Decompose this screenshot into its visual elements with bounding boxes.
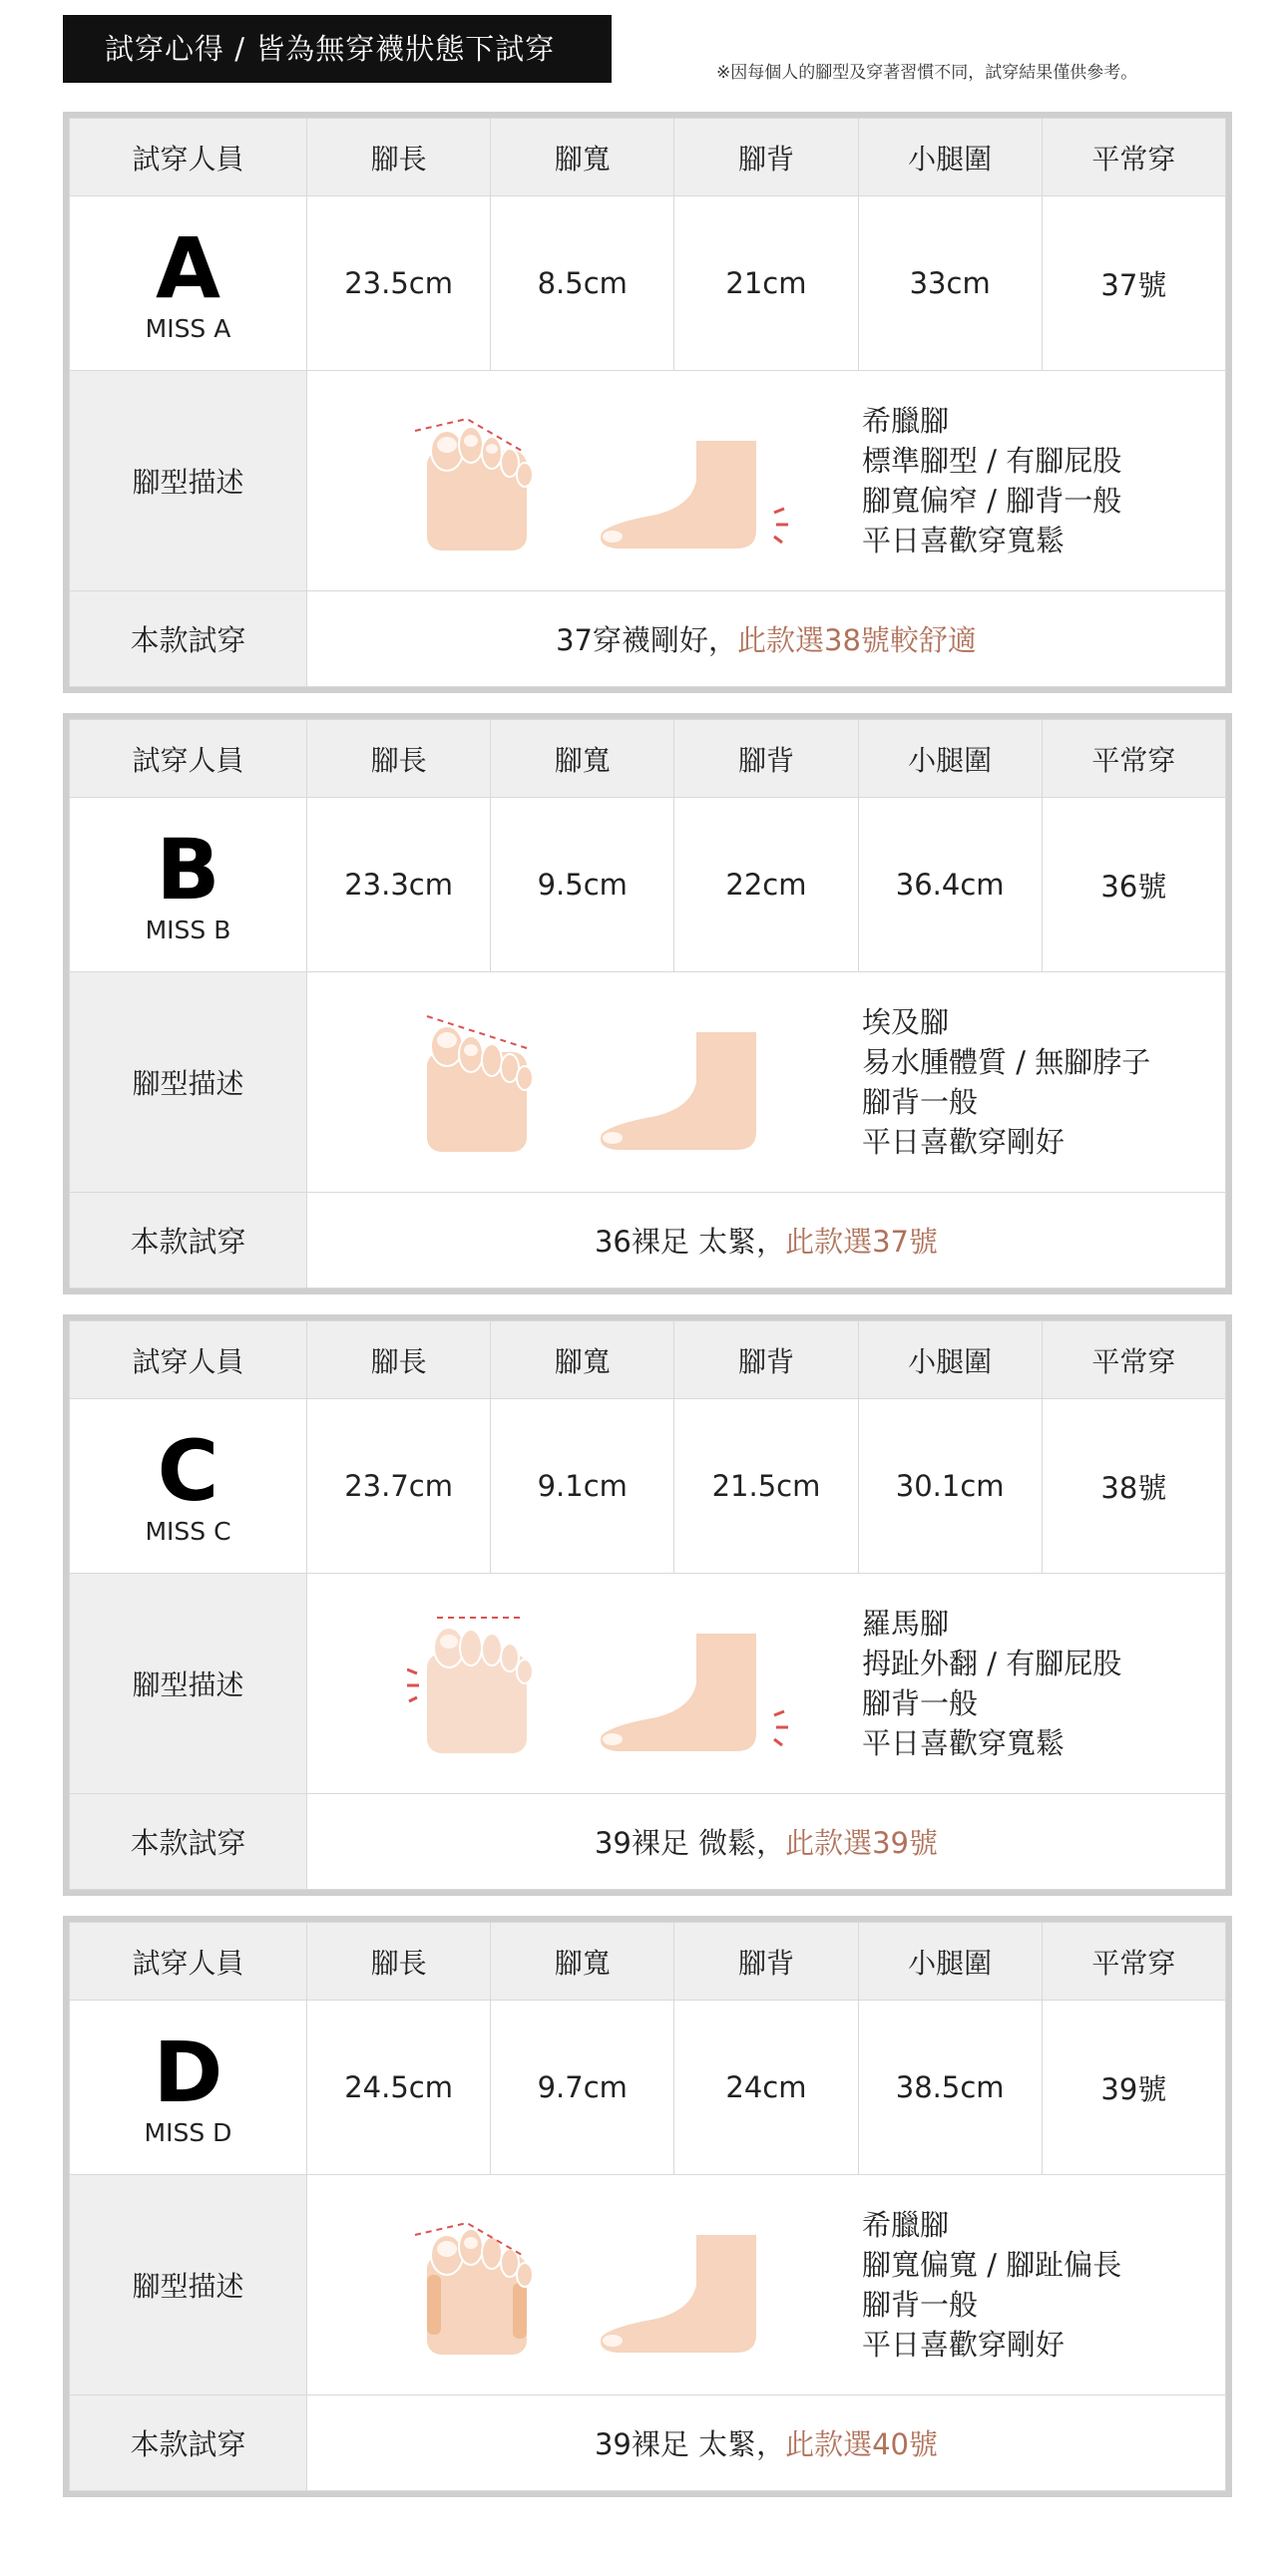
fitting-card-a xyxy=(63,112,1232,693)
tryon-label: 本款試穿 xyxy=(70,2394,307,2490)
foot-shape-description xyxy=(862,1002,1150,1162)
tryon-result xyxy=(307,1793,1226,1889)
calf-value: 33cm xyxy=(858,196,1042,371)
foot-shape-label: 腳型描述 xyxy=(70,972,307,1192)
col-header-person: 試穿人員 xyxy=(70,119,307,196)
person-name: MISS B xyxy=(145,915,231,944)
desc-line: 平日喜歡穿剛好 xyxy=(862,2328,1065,2363)
foot-width-value: 9.7cm xyxy=(491,2001,674,2175)
foot-shape-cell xyxy=(307,2175,1226,2394)
col-header-instep: 腳背 xyxy=(674,119,858,196)
tryon-result xyxy=(307,590,1226,686)
tryon-highlight: 此款選38號較舒適 xyxy=(737,622,977,657)
foot-shape-label: 腳型描述 xyxy=(70,371,307,590)
col-header-calf: 小腿圍 xyxy=(858,1321,1042,1399)
col-header-width: 腳寬 xyxy=(491,1923,674,2001)
foot-width-value: 9.1cm xyxy=(491,1399,674,1574)
usual-size-value: 38號 xyxy=(1042,1399,1225,1574)
foot-shape-description xyxy=(862,2205,1121,2365)
foot-shape-cell xyxy=(307,371,1226,590)
desc-line: 希臘腳 xyxy=(862,404,950,439)
desc-line: 平日喜歡穿寬鬆 xyxy=(862,524,1065,558)
person-letter: B xyxy=(156,820,220,919)
tryon-highlight: 此款選39號 xyxy=(785,1825,939,1860)
instep-value: 24cm xyxy=(674,2001,858,2175)
person-name: MISS D xyxy=(144,2117,232,2147)
tryon-result xyxy=(307,2394,1226,2490)
tryon-label: 本款試穿 xyxy=(70,590,307,686)
col-header-person: 試穿人員 xyxy=(70,720,307,798)
tryon-plain: 37穿襪剛好， xyxy=(556,622,737,657)
instep-value: 22cm xyxy=(674,798,858,972)
person-name: MISS A xyxy=(145,313,231,343)
foot-shape-description xyxy=(862,1604,1121,1763)
tryon-highlight: 此款選40號 xyxy=(785,2426,939,2461)
col-header-length: 腳長 xyxy=(307,1321,491,1399)
fitting-card-c xyxy=(63,1314,1232,1896)
col-header-instep: 腳背 xyxy=(674,720,858,798)
col-header-length: 腳長 xyxy=(307,1923,491,2001)
person-cell xyxy=(70,798,307,972)
col-header-calf: 小腿圍 xyxy=(858,119,1042,196)
fitting-card-d xyxy=(63,1916,1232,2497)
calf-value: 36.4cm xyxy=(858,798,1042,972)
disclaimer-note: ※因每個人的腳型及穿著習慣不同，試穿結果僅供參考。 xyxy=(716,63,1138,83)
col-header-length: 腳長 xyxy=(307,119,491,196)
desc-line: 腳背一般 xyxy=(862,1686,979,1721)
tryon-label: 本款試穿 xyxy=(70,1192,307,1288)
col-header-usual-size: 平常穿 xyxy=(1042,720,1225,798)
foot-length-value: 23.5cm xyxy=(307,196,491,371)
tryon-label: 本款試穿 xyxy=(70,1793,307,1889)
desc-line: 羅馬腳 xyxy=(862,1607,950,1642)
col-header-person: 試穿人員 xyxy=(70,1923,307,2001)
foot-length-value: 24.5cm xyxy=(307,2001,491,2175)
col-header-length: 腳長 xyxy=(307,720,491,798)
foot-illustration-icon xyxy=(407,2205,826,2365)
foot-illustration-icon xyxy=(407,401,826,560)
foot-shape-description xyxy=(862,401,1121,560)
calf-value: 38.5cm xyxy=(858,2001,1042,2175)
desc-line: 拇趾外翻 / 有腳屁股 xyxy=(862,1647,1122,1681)
calf-value: 30.1cm xyxy=(858,1399,1042,1574)
tryon-plain: 39裸足 太緊， xyxy=(594,2426,786,2461)
desc-line: 埃及腳 xyxy=(862,1005,950,1040)
foot-illustration-icon xyxy=(407,1604,826,1763)
col-header-width: 腳寬 xyxy=(491,119,674,196)
col-header-usual-size: 平常穿 xyxy=(1042,1321,1225,1399)
usual-size-value: 36號 xyxy=(1042,798,1225,972)
tryon-result xyxy=(307,1192,1226,1288)
foot-shape-cell xyxy=(307,972,1226,1192)
person-cell xyxy=(70,196,307,371)
col-header-calf: 小腿圍 xyxy=(858,1923,1042,2001)
col-header-calf: 小腿圍 xyxy=(858,720,1042,798)
foot-shape-label: 腳型描述 xyxy=(70,2175,307,2394)
foot-illustration-icon xyxy=(407,1002,826,1162)
foot-shape-label: 腳型描述 xyxy=(70,1574,307,1793)
tryon-highlight: 此款選37號 xyxy=(785,1224,939,1259)
foot-width-value: 8.5cm xyxy=(491,196,674,371)
person-cell xyxy=(70,2001,307,2175)
tryon-plain: 36裸足 太緊， xyxy=(594,1224,786,1259)
tryon-plain: 39裸足 微鬆， xyxy=(594,1825,786,1860)
foot-width-value: 9.5cm xyxy=(491,798,674,972)
page-title: 試穿心得 / 皆為無穿襪狀態下試穿 xyxy=(63,15,612,83)
desc-line: 標準腳型 / 有腳屁股 xyxy=(862,444,1122,479)
fitting-card-b xyxy=(63,713,1232,1294)
col-header-usual-size: 平常穿 xyxy=(1042,1923,1225,2001)
col-header-instep: 腳背 xyxy=(674,1923,858,2001)
desc-line: 平日喜歡穿剛好 xyxy=(862,1125,1065,1160)
desc-line: 腳寬偏寬 / 腳趾偏長 xyxy=(862,2248,1122,2283)
foot-shape-cell xyxy=(307,1574,1226,1793)
foot-length-value: 23.3cm xyxy=(307,798,491,972)
person-letter: C xyxy=(157,1421,219,1520)
desc-line: 易水腫體質 / 無腳脖子 xyxy=(862,1045,1151,1080)
desc-line: 腳寬偏窄 / 腳背一般 xyxy=(862,484,1122,519)
usual-size-value: 39號 xyxy=(1042,2001,1225,2175)
person-letter: D xyxy=(153,2023,223,2121)
instep-value: 21.5cm xyxy=(674,1399,858,1574)
usual-size-value: 37號 xyxy=(1042,196,1225,371)
person-name: MISS C xyxy=(145,1516,231,1546)
instep-value: 21cm xyxy=(674,196,858,371)
desc-line: 腳背一般 xyxy=(862,2288,979,2323)
person-cell xyxy=(70,1399,307,1574)
col-header-width: 腳寬 xyxy=(491,720,674,798)
foot-length-value: 23.7cm xyxy=(307,1399,491,1574)
col-header-width: 腳寬 xyxy=(491,1321,674,1399)
desc-line: 希臘腳 xyxy=(862,2208,950,2243)
desc-line: 平日喜歡穿寬鬆 xyxy=(862,1726,1065,1761)
desc-line: 腳背一般 xyxy=(862,1085,979,1120)
col-header-usual-size: 平常穿 xyxy=(1042,119,1225,196)
col-header-instep: 腳背 xyxy=(674,1321,858,1399)
col-header-person: 試穿人員 xyxy=(70,1321,307,1399)
person-letter: A xyxy=(155,218,220,317)
